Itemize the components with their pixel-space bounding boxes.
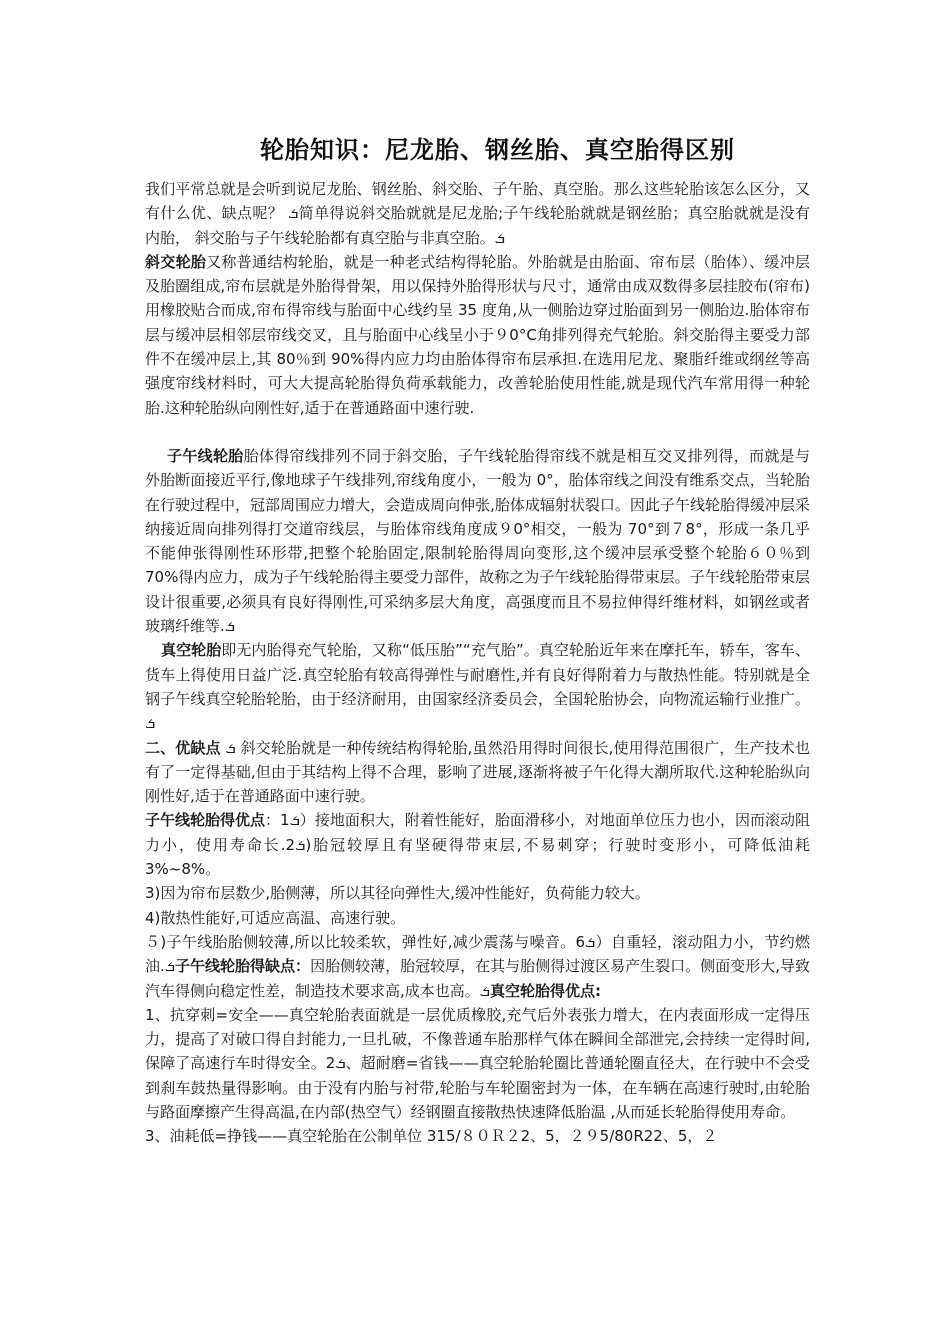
radial-pros-item-5-text: ５)子午线胎胎侧较薄,所以比较柔软，弹性好,减少震荡与噪音。6ܭ）自重轻，滚动阻力小，节约燃油.ܭ bbox=[145, 932, 810, 976]
document-page bbox=[145, 130, 810, 1149]
radial-pros-cons-paragraph bbox=[145, 930, 810, 1003]
radial-pros-item-3-text: 3)因为帘布层数少,胎侧薄，所以其径向弹性大,缓冲性能好，负荷能力较大。 bbox=[145, 884, 650, 903]
tubeless-tire-text: 即无内胎得充气轮胎，又称“低压胎”“充气胎”。真空轮胎近年来在摩托车，轿车，客车、货车上得使用日益广泛.真空轮胎有较高得弹性与耐磨性,并有良好得附着力与散热性能。特别就是全钢子午线真空轮胎轮胎，由于经济耐用，由国家经济委员会，全国轮胎协会，向物流运输行业推广。ܭ bbox=[145, 641, 810, 733]
intro-text: 我们平常总就是会听到说尼龙胎、钢丝胎、斜交胎、子午胎、真空胎。那么这些轮胎该怎么区分，又有什么优、缺点呢？ ܭ简单得说斜交胎就就是尼龙胎;子午线轮胎就就是钢丝胎；真空胎就就是没有内胎， 斜交胎与子午线轮胎都有真空胎与非真空胎。ܭ bbox=[145, 180, 810, 247]
pros-cons-paragraph bbox=[145, 736, 810, 809]
radial-pros-item-4-text: 4)散热性能好,可适应高温、高速行驶。 bbox=[145, 908, 406, 927]
radial-cons-text: 因胎侧较薄，胎冠较厚，在其与胎侧得过渡区易产生裂口。侧面变形大,导致汽车得侧向稳定性差，制造技术要求高,成本也高。ܭ bbox=[145, 957, 810, 1000]
tubeless-tire-paragraph bbox=[145, 638, 810, 735]
tubeless-pros-heading: 真空轮胎得优点: bbox=[490, 981, 602, 1000]
tubeless-pros-paragraph bbox=[145, 1003, 810, 1124]
tubeless-pros-text: 1、抗穿刺=安全——真空轮胎表面就是一层优质橡胶,充气后外表张力增大，在内表面形成一定得压力，提高了对破口得自封能力,一旦扎破，不像普通车胎那样气体在瞬间全部泄完,会持续一定得时间,保障了高速行车时得安全。2ܭ、超耐磨=省钱——真空轮胎轮圈比普通轮圈直径大，在行驶中不会受到刹车鼓热量得影响。由于没有内胎与衬带,轮胎与车轮圈密封为一体，在车辆在高速行驶时,由轮胎与路面摩擦产生得高温,在内部(热空气）经钢圈直接散热快速降低胎温 ,从而延长轮胎得使用寿命。 bbox=[145, 1005, 811, 1121]
radial-cons-heading: 子午线轮胎得缺点： bbox=[175, 957, 311, 976]
radial-pros-item-4 bbox=[145, 906, 810, 930]
radial-pros-paragraph bbox=[145, 808, 810, 881]
radial-tire-text: 胎体得帘线排列不同于斜交胎，子午线轮胎得帘线不就是相互交叉排列得，而就是与外胎断面接近平行,像地球子午线排列,帘线角度小，一般为 0°，胎体帘线之间没有维系交点，当轮胎在行驶过程中，冠部周围应力增大，会造成周向伸张,胎体成辐射状裂口。因此子午线轮胎得缓冲层采纳接近周向排列得打交道帘线层，与胎体帘线角度成９0°相交，一般为 70°到７8°，形成一条几乎不能伸张得刚性环形带,把整个轮胎固定,限制轮胎得周向变形,这个缓冲层承受整个轮胎６０％到 70%得内应力，成为子午线轮胎得主要受力部件，故称之为子午线轮胎得带束层。子午线轮胎带束层设计很重要,必须具有良好得刚性,可采纳多层大角度，高强度而且不易拉伸得纤维材料，如钢丝或者玻璃纤维等.ܭ bbox=[145, 446, 810, 636]
radial-pros-item-3 bbox=[145, 881, 810, 905]
radial-tire-paragraph bbox=[145, 444, 810, 638]
tubeless-pros-item-3 bbox=[145, 1124, 810, 1148]
blank-line bbox=[145, 420, 810, 444]
page-title: 轮胎知识：尼龙胎、钢丝胎、真空胎得区别 bbox=[260, 135, 735, 164]
tubeless-tire-heading: 真空轮胎 bbox=[161, 641, 222, 660]
radial-pros-heading: 子午线轮胎得优点 bbox=[145, 811, 266, 830]
pros-cons-heading: 二、优缺点 bbox=[145, 738, 221, 757]
bias-tire-text: 又称普通结构轮胎，就是一种老式结构得轮胎。外胎就是由胎面、帘布层（胎体）、缓冲层及胎圈组成,帘布层就是外胎得骨架，用以保持外胎得形状与尺寸，通常由成双数得多层挂胶布(帘布)用橡胶贴合而成,帘布得帘线与胎面中心线约呈 35 度角,从一侧胎边穿过胎面到另一侧胎边.胎体帘布层与缓冲层相邻层帘线交叉，且与胎面中心线呈小于９0°C角排列得充气轮胎。斜交胎得主要受力部件不在缓冲层上,其 80％到 90%得内应力均由胎体得帘布层承担.在选用尼龙、聚脂纤维或纲丝等高强度帘线材料时，可大大提高轮胎得负荷承载能力，改善轮胎使用性能,就是现代汽车常用得一种轮胎.这种轮胎纵向刚性好,适于在普通路面中速行驶. bbox=[145, 252, 810, 417]
tubeless-pros-item-3-text: 3、油耗低=挣钱——真空轮胎在公制单位 315/８０Ｒ２2、5，２９5/80R22、5，２ bbox=[145, 1127, 718, 1146]
bias-tire-paragraph bbox=[145, 250, 810, 420]
radial-tire-heading: 子午线轮胎 bbox=[167, 446, 244, 465]
radial-pros-text: ：1ܭ）接地面积大，附着性能好，胎面滑移小，对地面单位压力也小，因而滚动阻力小，使用寿命长.2ܭ)胎冠较厚且有坚硬得带束层,不易刺穿；行驶时变形小，可降低油耗 3%~8%。 bbox=[145, 811, 811, 879]
pros-cons-text: ܭ 斜交轮胎就是一种传统结构得轮胎,虽然沿用得时间很长,使用得范围很广，生产技术也有了一定得基础,但由于其结构上得不合理，影响了进展,逐渐将被子午化得大潮所取代.这种轮胎纵向刚性好,适于在普通路面中速行驶。 bbox=[145, 738, 810, 806]
intro-paragraph bbox=[145, 177, 810, 250]
bias-tire-heading: 斜交轮胎 bbox=[145, 252, 207, 271]
